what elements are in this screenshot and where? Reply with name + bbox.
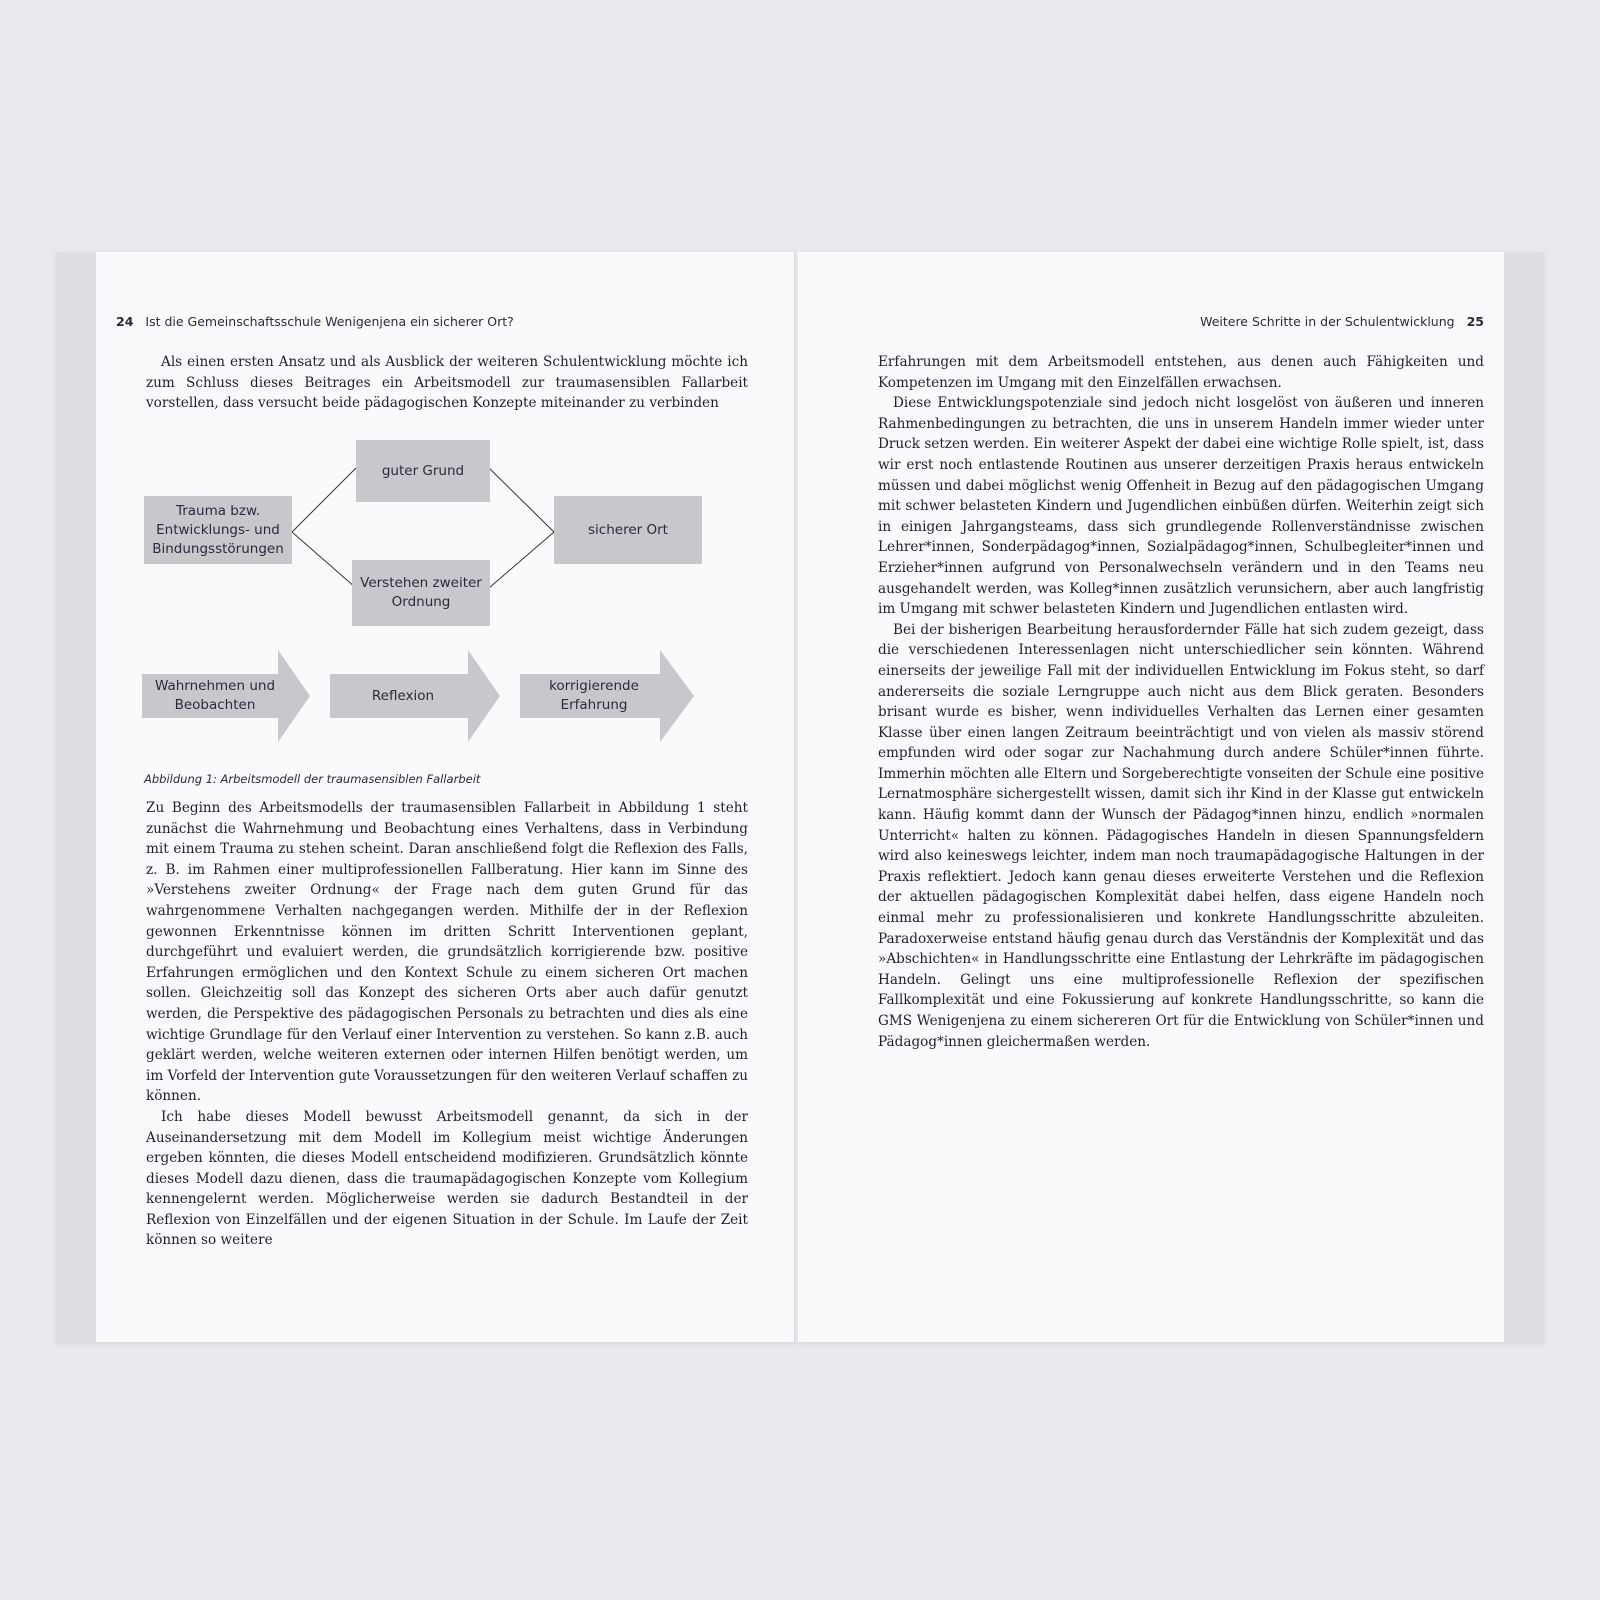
box-guter-grund: guter Grund [356,440,490,502]
right-page [798,252,1544,1342]
right-paragraph-2: Diese Entwicklungspotenziale sind jedoch nicht losgelöst von äußeren und inneren Rahmenbedingungen zu betrachten, die uns in unserem Handeln immer wieder unter Druck setzen werden. Ein weiterer Aspekt der dabei eine wichtige Rolle spielt, ist, dass wir erst noch entlastende Routinen aus unserer derzeitigen Praxis heraus entwickeln müssen und dabei möglichst wenig Offenheit in Bezug auf den pädagogischen Umgang mit schwer belasteten Kindern und Jugendlichen einbüßen dürfen. Weiterhin zeigt sich in einigen Jahrgangsteams, dass sich grundlegende Rollenverständnisse zwischen Lehrer*innen, Sonderpädagog*innen, Sozialpädagog*innen, Schulbegleiter*innen und Erzieher*innen aufgrund von Personalwechseln verändern und in den Teams neu ausgehandelt werden, was Kolleg*innen zusätzlich verunsichern, aber auch langfristig im Umgang mit schwer belasteten Kindern und Jugendlichen entlasten wird. [878,395,1484,618]
open-book [56,252,1544,1342]
connector-grund-ort [489,468,554,532]
arrow-label-korrigierend: korrigierende Erfahrung [549,678,639,713]
page-number-right: 25 [1466,314,1484,329]
left-paragraph-2: Ich habe dieses Modell bewusst Arbeitsmodell genannt, da sich in der Auseinandersetzung mit dem Modell im Kollegium meist wichtige Änderungen ergeben könnten, die dieses Modell entscheidend modifizieren. Grundsätzlich könnte dieses Modell dazu dienen, dass die traumapädagogischen Konzepte vom Kollegium kennengelernt werden. Möglicherweise werden sie dadurch Bestandteil in der Reflexion von Einzelfällen und der eigenen Situation in der Schule. Im Laufe der Zeit können so weitere [146,1108,748,1249]
right-body-text [878,352,1484,1052]
running-head-left [116,314,514,329]
page-number-left: 24 [116,314,134,329]
running-head-right [1200,314,1484,329]
running-head-left-title: Ist die Gemeinschaftsschule Wenigenjena ein sicherer Ort? [145,314,514,329]
running-head-right-title: Weitere Schritte in der Schulentwicklung [1200,314,1455,329]
figure-caption: Abbildung 1: Arbeitsmodell der traumasensiblen Fallarbeit [144,772,481,786]
right-paragraph-1: Erfahrungen mit dem Arbeitsmodell entstehen, aus denen auch Fähigkeiten und Kompetenzen im Umgang mit den Einzelfällen erwachsen. [878,354,1484,391]
intro-text [146,352,748,414]
intro-paragraph: Als einen ersten Ansatz und als Ausblick der weiteren Schulentwicklung möchte ich zum Schluss dieses Beitrages ein Arbeitsmodell zur traumasensiblen Fallarbeit vorstellen, dass versucht beide pädagogischen Konzepte miteinander zu verbinden [146,354,748,412]
connector-trauma-grund [292,468,356,532]
left-body-text [146,798,748,1251]
left-page [56,252,796,1342]
box-sicherer-ort: sicherer Ort [554,496,702,564]
connector-verstehen-ort [489,532,554,588]
arrow-label-wahrnehmen: Wahrnehmen und Beobachten [154,678,276,713]
left-paragraph-1: Zu Beginn des Arbeitsmodells der traumasensiblen Fallarbeit in Abbildung 1 steht zunächst die Wahrnehmung und Beobachtung eines Verhaltens, dass in Verbindung mit einem Trauma zu stehen scheint. Daran anschließend folgt die Reflexion des Falls, z. B. im Rahmen einer multiprofessionellen Fallberatung. Hier kann im Sinne des »Verstehens zweiter Ordnung« der Frage nach dem guten Grund für das wahrgenommene Verhalten nachgegangen werden. Mithilfe der in der Reflexion gewonnen Erkenntnisse können im dritten Schritt Interventionen geplant, durchgeführt und evaluiert werden, die grundsätzlich korrigierende bzw. positive Erfahrungen ermöglichen und den Kontext Schule zu einem sicheren Ort machen sollen. Gleichzeitig soll das Konzept des sicheren Orts aber auch dafür genutzt werden, die Perspektive des pädagogischen Personals zu betrachten und dies als eine wichtige Grundlage für den Verlauf einer Intervention zu verstehen. So kann z.B. auch geklärt werden, welche weiteren externen oder internen Hilfen benötigt werden, um im Vorfeld der Intervention gute Voraussetzungen für den weiteren Verlauf schaffen zu können. [146,800,748,1105]
arrow-label-reflexion: Reflexion [371,687,435,704]
right-paragraph-3: Bei der bisherigen Bearbeitung herausfordernder Fälle hat sich zudem gezeigt, dass die verschiedenen Interessenlagen nicht unterschiedlicher sein könnten. Während einerseits der jeweilige Fall mit der individuellen Entwicklung im Fokus steht, so darf andererseits die soziale Lerngruppe auch nicht aus dem Blick geraten. Besonders brisant wurde es bisher, wenn individuelles Verhalten das Lernen einer gesamten Klasse über einen langen Zeitraum beeinträchtigt und von vielen als massiv störend empfunden wird oder sogar zur Nachahmung durch andere Schüler*innen führte. Immerhin möchten alle Eltern und Sorgeberechtigte vonseiten der Schule eine positive Lernatmosphäre sichergestellt wissen, damit sich ihr Kind in der Klasse gut entwickeln kann. Häufig kommt dann der Wunsch der Pädagog*innen hinzu, endlich »normalen Unterricht« halten zu können. Pädagogisches Handeln in diesen Spannungsfeldern wird also keineswegs leichter, indem man noch traumapädagogische Haltungen in der Praxis reflektiert. Jedoch kann genau dieses erweiterte Verstehen und die Reflexion der aktuellen pädagogischen Komplexität dabei helfen, dass eigene Handeln noch einmal mehr zu professionalisieren und konkrete Handlungsschritte abzuleiten. Paradoxerweise entstand häufig genau durch das Verständnis der Komplexität und das »Abschichten« in Handlungsschritte eine Entlastung der Lehrkräfte im pädagogischen Handeln. Gelingt uns eine multiprofessionelle Reflexion der spezifischen Fallkomplexität und eine Fokussierung auf konkrete Handlungsschritte, so kann die GMS Wenigenjena zu einem sichereren Ort für die Entwicklung von Schüler*innen und Pädagog*innen gleichermaßen werden. [878,621,1484,1050]
connector-trauma-verstehen [292,532,356,588]
box-trauma: Trauma bzw. Entwicklungs- und Bindungsstörungen [144,496,292,564]
box-verstehen: Verstehen zweiter Ordnung [352,560,490,626]
